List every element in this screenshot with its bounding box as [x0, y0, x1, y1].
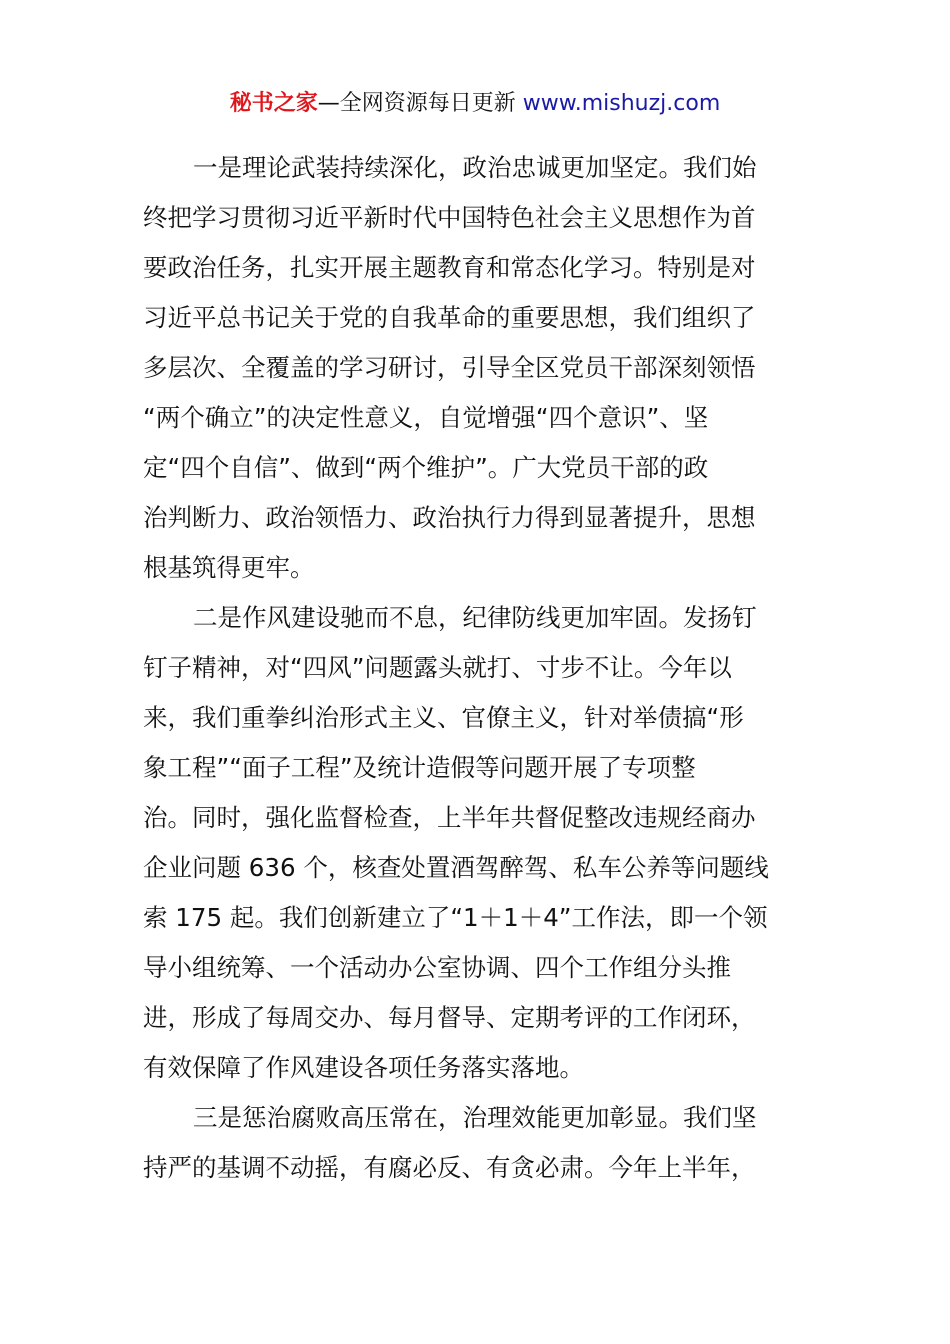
text-line: 治。同时，强化监督检查，上半年共督促整改违规经商办 [143, 803, 756, 832]
document-body [143, 143, 807, 1193]
header-tagline: —全网资源每日更新 [317, 91, 516, 116]
text-line: “两个确立”的决定性意义，自觉增强“四个意识”、坚 [143, 403, 709, 432]
text-line: 习近平总书记关于党的自我革命的重要思想，我们组织了 [143, 303, 756, 332]
text-line: 进，形成了每周交办、每月督导、定期考评的工作闭环， [143, 1003, 756, 1032]
text-line: 三是惩治腐败高压常在，治理效能更加彰显。我们坚 [193, 1103, 757, 1132]
text-line: 一是理论武装持续深化，政治忠诚更加坚定。我们始 [193, 153, 757, 182]
text-line: 根基筑得更牢。 [143, 553, 315, 582]
text-line: 多层次、全覆盖的学习研讨，引导全区党员干部深刻领悟 [143, 353, 756, 382]
text-line: 象工程”“面子工程”及统计造假等问题开展了专项整 [143, 753, 696, 782]
text-line: 导小组统筹、一个活动办公室协调、四个工作组分头推 [143, 953, 731, 982]
site-url-link[interactable]: www.mishuzj.com [522, 91, 721, 116]
text-line: 要政治任务，扎实开展主题教育和常态化学习。特别是对 [143, 253, 756, 282]
text-line: 企业问题 636 个，核查处置酒驾醉驾、私车公养等问题线 [143, 853, 769, 882]
paragraph-3 [143, 1093, 807, 1193]
paragraph-1 [143, 143, 807, 593]
text-line: 定“四个自信”、做到“两个维护”。广大党员干部的政 [143, 453, 709, 482]
text-line: 索 175 起。我们创新建立了“1＋1＋4”工作法，即一个领 [143, 903, 768, 932]
text-line: 治判断力、政治领悟力、政治执行力得到显著提升，思想 [143, 503, 756, 532]
page-header [0, 88, 950, 120]
text-line: 持严的基调不动摇，有腐必反、有贪必肃。今年上半年， [143, 1153, 756, 1182]
text-line: 二是作风建设驰而不息，纪律防线更加牢固。发扬钉 [193, 603, 757, 632]
text-line: 有效保障了作风建设各项任务落实落地。 [143, 1053, 584, 1082]
brand-name: 秘书之家 [229, 91, 318, 116]
text-line: 终把学习贯彻习近平新时代中国特色社会主义思想作为首 [143, 203, 756, 232]
paragraph-2 [143, 593, 807, 1093]
text-line: 钉子精神，对“四风”问题露头就打、寸步不让。今年以 [143, 653, 732, 682]
text-line: 来，我们重拳纠治形式主义、官僚主义，针对举债搞“形 [143, 703, 744, 732]
